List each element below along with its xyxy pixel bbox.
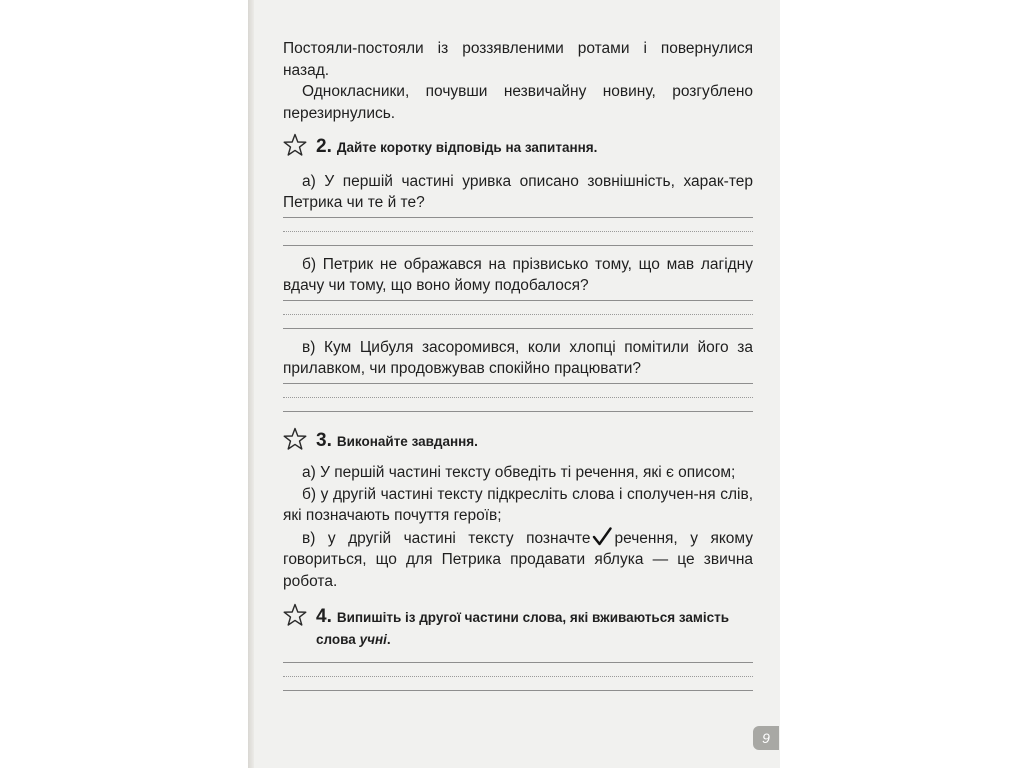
answer-line-guide [283,676,753,677]
question-b [283,254,753,329]
task-item-b: б) у другій частині тексту підкресліть слова і сполучен-ня слів, які позначають почуття героїв; [283,485,753,524]
checkmark-icon [592,527,612,547]
answer-line[interactable] [283,300,753,301]
star-outline-icon [283,603,307,627]
task-2-header [283,136,753,159]
task-number: 2. [316,136,332,157]
answer-line[interactable] [283,217,753,218]
question-a [283,171,753,246]
task-title [316,610,729,647]
task-4-answer [283,662,753,691]
answer-line[interactable] [283,383,753,384]
task-item-c [283,527,753,593]
star-outline-icon [283,133,307,157]
answer-line[interactable] [283,411,753,412]
answer-line[interactable] [283,245,753,246]
answer-line[interactable] [283,662,753,663]
task-title: Дайте коротку відповідь на запитання. [336,140,598,155]
task-3-header [283,430,753,453]
answer-line-guide [283,397,753,398]
task-item-a: а) У першій частині тексту обведіть ті речення, які є описом; [302,464,736,481]
intro-paragraph-2: Однокласники, почувши незвичайну новину, розгублено перезирнулись. [283,83,753,122]
page-binding-edge [248,0,254,768]
answer-line-guide [283,314,753,315]
task-title: Виконайте завдання. [336,433,478,449]
answer-line-guide [283,231,753,232]
intro-paragraph-1: Постояли-постояли із роззявленими ротами і повернулися назад. [283,40,753,79]
task-title-end: . [386,631,391,647]
task-item-c-start: в) у другій частині тексту позначте [302,529,591,547]
page-content [283,38,753,691]
answer-line[interactable] [283,690,753,691]
star-outline-icon [283,427,307,451]
task-item-c-end: речення, у якому говориться, що для Петрика продавати яблука — це звична робота. [283,529,754,590]
question-text: в) Кум Цибуля засоромився, коли хлопці помітили його за прилавком, чи продовжував спокійно працювати? [283,338,753,377]
task-number: 3. [316,429,332,451]
question-c [283,337,753,412]
task-3-items [283,462,753,592]
task-number: 4. [316,606,332,627]
question-text: а) У першій частині уривка описано зовнішність, харак-тер Петрика чи те й те? [283,172,753,211]
task-title-text: Випишіть із другої частини слова, які вживаються замість слова [316,610,730,647]
answer-line[interactable] [283,328,753,329]
task-title-emphasis: учні [359,631,387,647]
task-4-header [283,606,753,650]
page-number: 9 [753,726,779,750]
question-text: б) Петрик не ображався на прізвисько тому, що мав лагідну вдачу чи тому, що воно йому подобалося? [283,255,753,294]
